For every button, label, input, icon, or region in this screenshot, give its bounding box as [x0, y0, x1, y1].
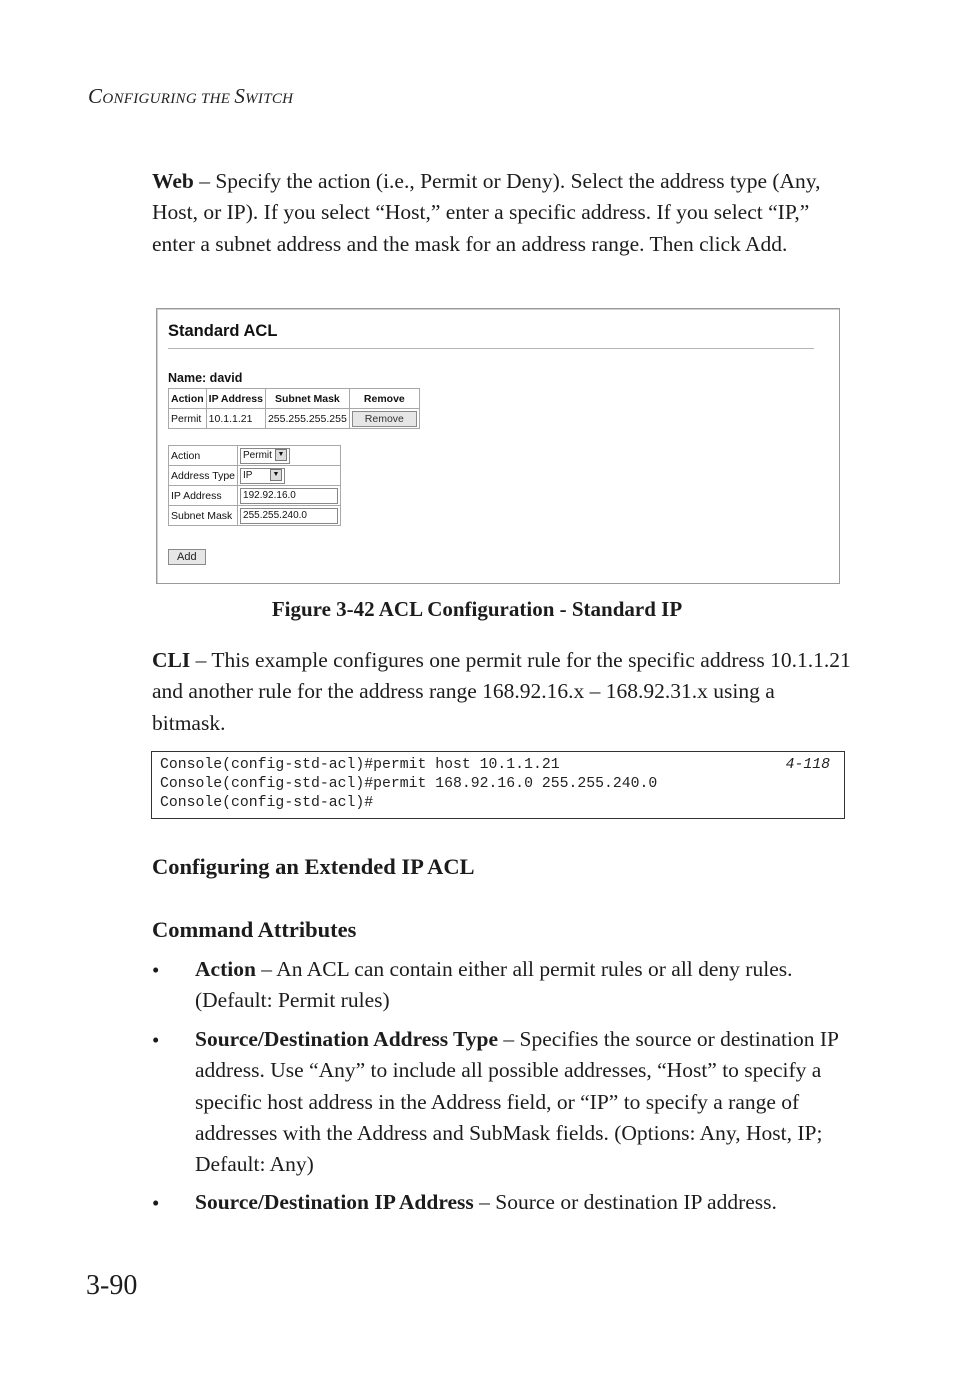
table-header-row	[169, 389, 420, 409]
subnet-mask-label: Subnet Mask	[169, 506, 238, 526]
bullet-ip-address: Source/Destination IP Address – Source or destination IP address.	[195, 1190, 777, 1214]
code-block	[151, 751, 845, 819]
add-button[interactable]: Add	[168, 549, 206, 565]
acl-screenshot-panel	[156, 308, 840, 584]
chevron-down-icon: ▼	[270, 469, 282, 481]
acl-form-table	[168, 445, 341, 526]
web-term: Web	[152, 169, 194, 193]
action-label: Action	[169, 446, 238, 466]
action-select[interactable]: Permit ▼	[240, 448, 290, 464]
col-subnet-mask: Subnet Mask	[265, 389, 349, 409]
subnet-mask-input[interactable]: 255.255.240.0	[240, 508, 338, 524]
code-line: Console(config-std-acl)#	[160, 795, 374, 811]
ip-address-input[interactable]: 192.92.16.0	[240, 488, 338, 504]
figure-caption: Figure 3-42 ACL Configuration - Standard IP	[271, 597, 683, 621]
bullet-action: Action – An ACL can contain either all permit rules or all deny rules. (Default: Permit rules)	[195, 957, 793, 1013]
web-paragraph: Web – Specify the action (i.e., Permit or Deny). Select the address type (Any, Host, or IP). If you select “Host,” enter a specific address. If you select “IP,” enter a subnet address and the mask for an address range. Then click Add.	[152, 169, 821, 256]
chevron-down-icon: ▼	[275, 449, 287, 461]
acl-name-label: Name: david	[168, 371, 243, 385]
running-header: CONFIGURING THE SWITCH	[88, 84, 294, 108]
panel-title: Standard ACL	[168, 322, 278, 340]
col-remove: Remove	[349, 389, 419, 409]
code-page-ref: 4-118	[785, 757, 830, 773]
remove-button[interactable]: Remove	[352, 411, 417, 427]
address-type-label: Address Type	[169, 466, 238, 486]
col-action: Action	[169, 389, 207, 409]
acl-rules-table	[168, 388, 420, 429]
row-mask: 255.255.255.255	[265, 409, 349, 429]
subheading: Command Attributes	[152, 917, 357, 942]
address-type-select[interactable]: IP ▼	[240, 468, 285, 484]
ip-address-label: IP Address	[169, 486, 238, 506]
bullet-address-type: Source/Destination Address Type – Specifies the source or destination IP address. Use “Any” to include all possible addresses, “Host” to specify a specific host address in the Address field, or “IP” to specify a range of addresses with the Address and SubMask fields. (Options: Any, Host, IP; Default: Any)	[195, 1027, 839, 1177]
code-line: Console(config-std-acl)#permit 168.92.16.0 255.255.240.0	[160, 776, 658, 792]
code-line: Console(config-std-acl)#permit host 10.1.1.21	[160, 757, 560, 773]
row-ip: 10.1.1.21	[206, 409, 265, 429]
col-ip-address: IP Address	[206, 389, 265, 409]
bullet-marker: •	[152, 1028, 160, 1052]
section-heading: Configuring an Extended IP ACL	[152, 854, 475, 879]
bullet-marker: •	[152, 958, 160, 982]
table-row	[169, 409, 420, 429]
cli-paragraph: CLI – This example configures one permit rule for the specific address 10.1.1.21 and another rule for the address range 168.92.16.x – 168.92.31.x using a bitmask.	[152, 648, 851, 735]
cli-term: CLI	[152, 648, 191, 672]
bullet-marker: •	[152, 1191, 160, 1215]
page-number: 3-90	[86, 1270, 138, 1301]
panel-divider	[168, 348, 814, 349]
row-action: Permit	[169, 409, 207, 429]
